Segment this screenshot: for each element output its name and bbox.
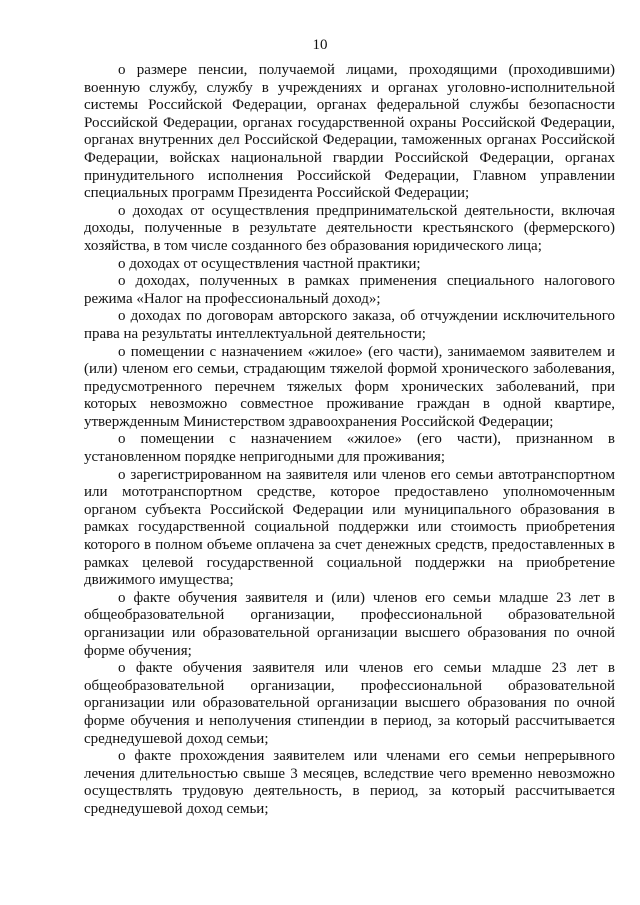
paragraph-author-contract-income: о доходах по договорам авторского заказа, об отчуждении исключительного права на результаты интеллектуальной деятельности; xyxy=(84,308,615,342)
document-body xyxy=(84,62,615,819)
paragraph-residential-premises-illness: о помещении с назначением «жилое» (его части), занимаемом заявителем и (или) членом его семьи, страдающим тяжелой формой хронического заболевания, предусмотренного перечнем тяжелых форм хронических заболеваний, при которых невозможно совместное проживание граждан в одной квартире, утвержденным Министерством здравоохранения Российской Федерации; xyxy=(84,343,615,430)
paragraph-private-practice-income: о доходах от осуществления частной практики; xyxy=(118,255,421,272)
page-number: 10 xyxy=(312,37,328,53)
paragraph-uninhabitable-premises: о помещении с назначением «жилое» (его части), признанном в установленном порядке непригодными для проживания; xyxy=(84,431,615,466)
paragraph-pension-size: о размере пенсии, получаемой лицами, проходящими (проходившими) военную службу, службу в учреждениях и органах уголовно-исполнительной системы Российской Федерации, органах федеральной службы безопасности Российской Федерации, органах государственной охраны Российской Федерации, органах внутренних дел Российской Федерации, таможенных органах Российской Федерации, войсках национальной гвардии Российской Федерации, органах принудительного исполнения Российской Федерации, Главном управлении специальных программ Президента Российской Федерации; xyxy=(84,62,615,202)
paragraph-study-without-stipend: о факте обучения заявителя или членов его семьи младше 23 лет в общеобразовательной организации, профессиональной образовательной организации или образовательной организации высшего образования по очной форме обучения и неполучения стипендии в период, за который рассчитывается среднедушевой доход семьи; xyxy=(84,660,615,747)
paragraph-full-time-study: о факте обучения заявителя и (или) членов его семьи младше 23 лет в общеобразовательной организации, профессиональной образовательной организации или образовательной организации высшего образования по очной форме обучения; xyxy=(84,589,615,659)
paragraph-business-income: о доходах от осуществления предпринимательской деятельности, включая доходы, полученные в результате деятельности крестьянского (фермерского) хозяйства, в том числе созданного без образования юридического лица; xyxy=(84,202,615,254)
paragraph-professional-income-tax: о доходах, полученных в рамках применения специального налогового режима «Налог на профессиональный доход»; xyxy=(84,273,615,307)
paragraph-long-term-treatment: о факте прохождения заявителем или членами его семьи непрерывного лечения длительностью свыше 3 месяцев, вследствие чего временно невозможно осуществлять трудовую деятельность, в период, за который рассчитывается среднедушевой доход семьи; xyxy=(84,748,615,817)
paragraph-registered-vehicle: о зарегистрированном на заявителя или членов его семьи автотранспортном или мототранспортном средстве, которое предоставлено уполномоченным органом субъекта Российской Федерации или муниципального образования в рамках государственной социальной поддержки или стоимость приобретения которого в полном объеме оплачена за счет денежных средств, предоставленных в рамках целевой государственной социальной поддержки на приобретение движимого имущества; xyxy=(84,466,615,589)
